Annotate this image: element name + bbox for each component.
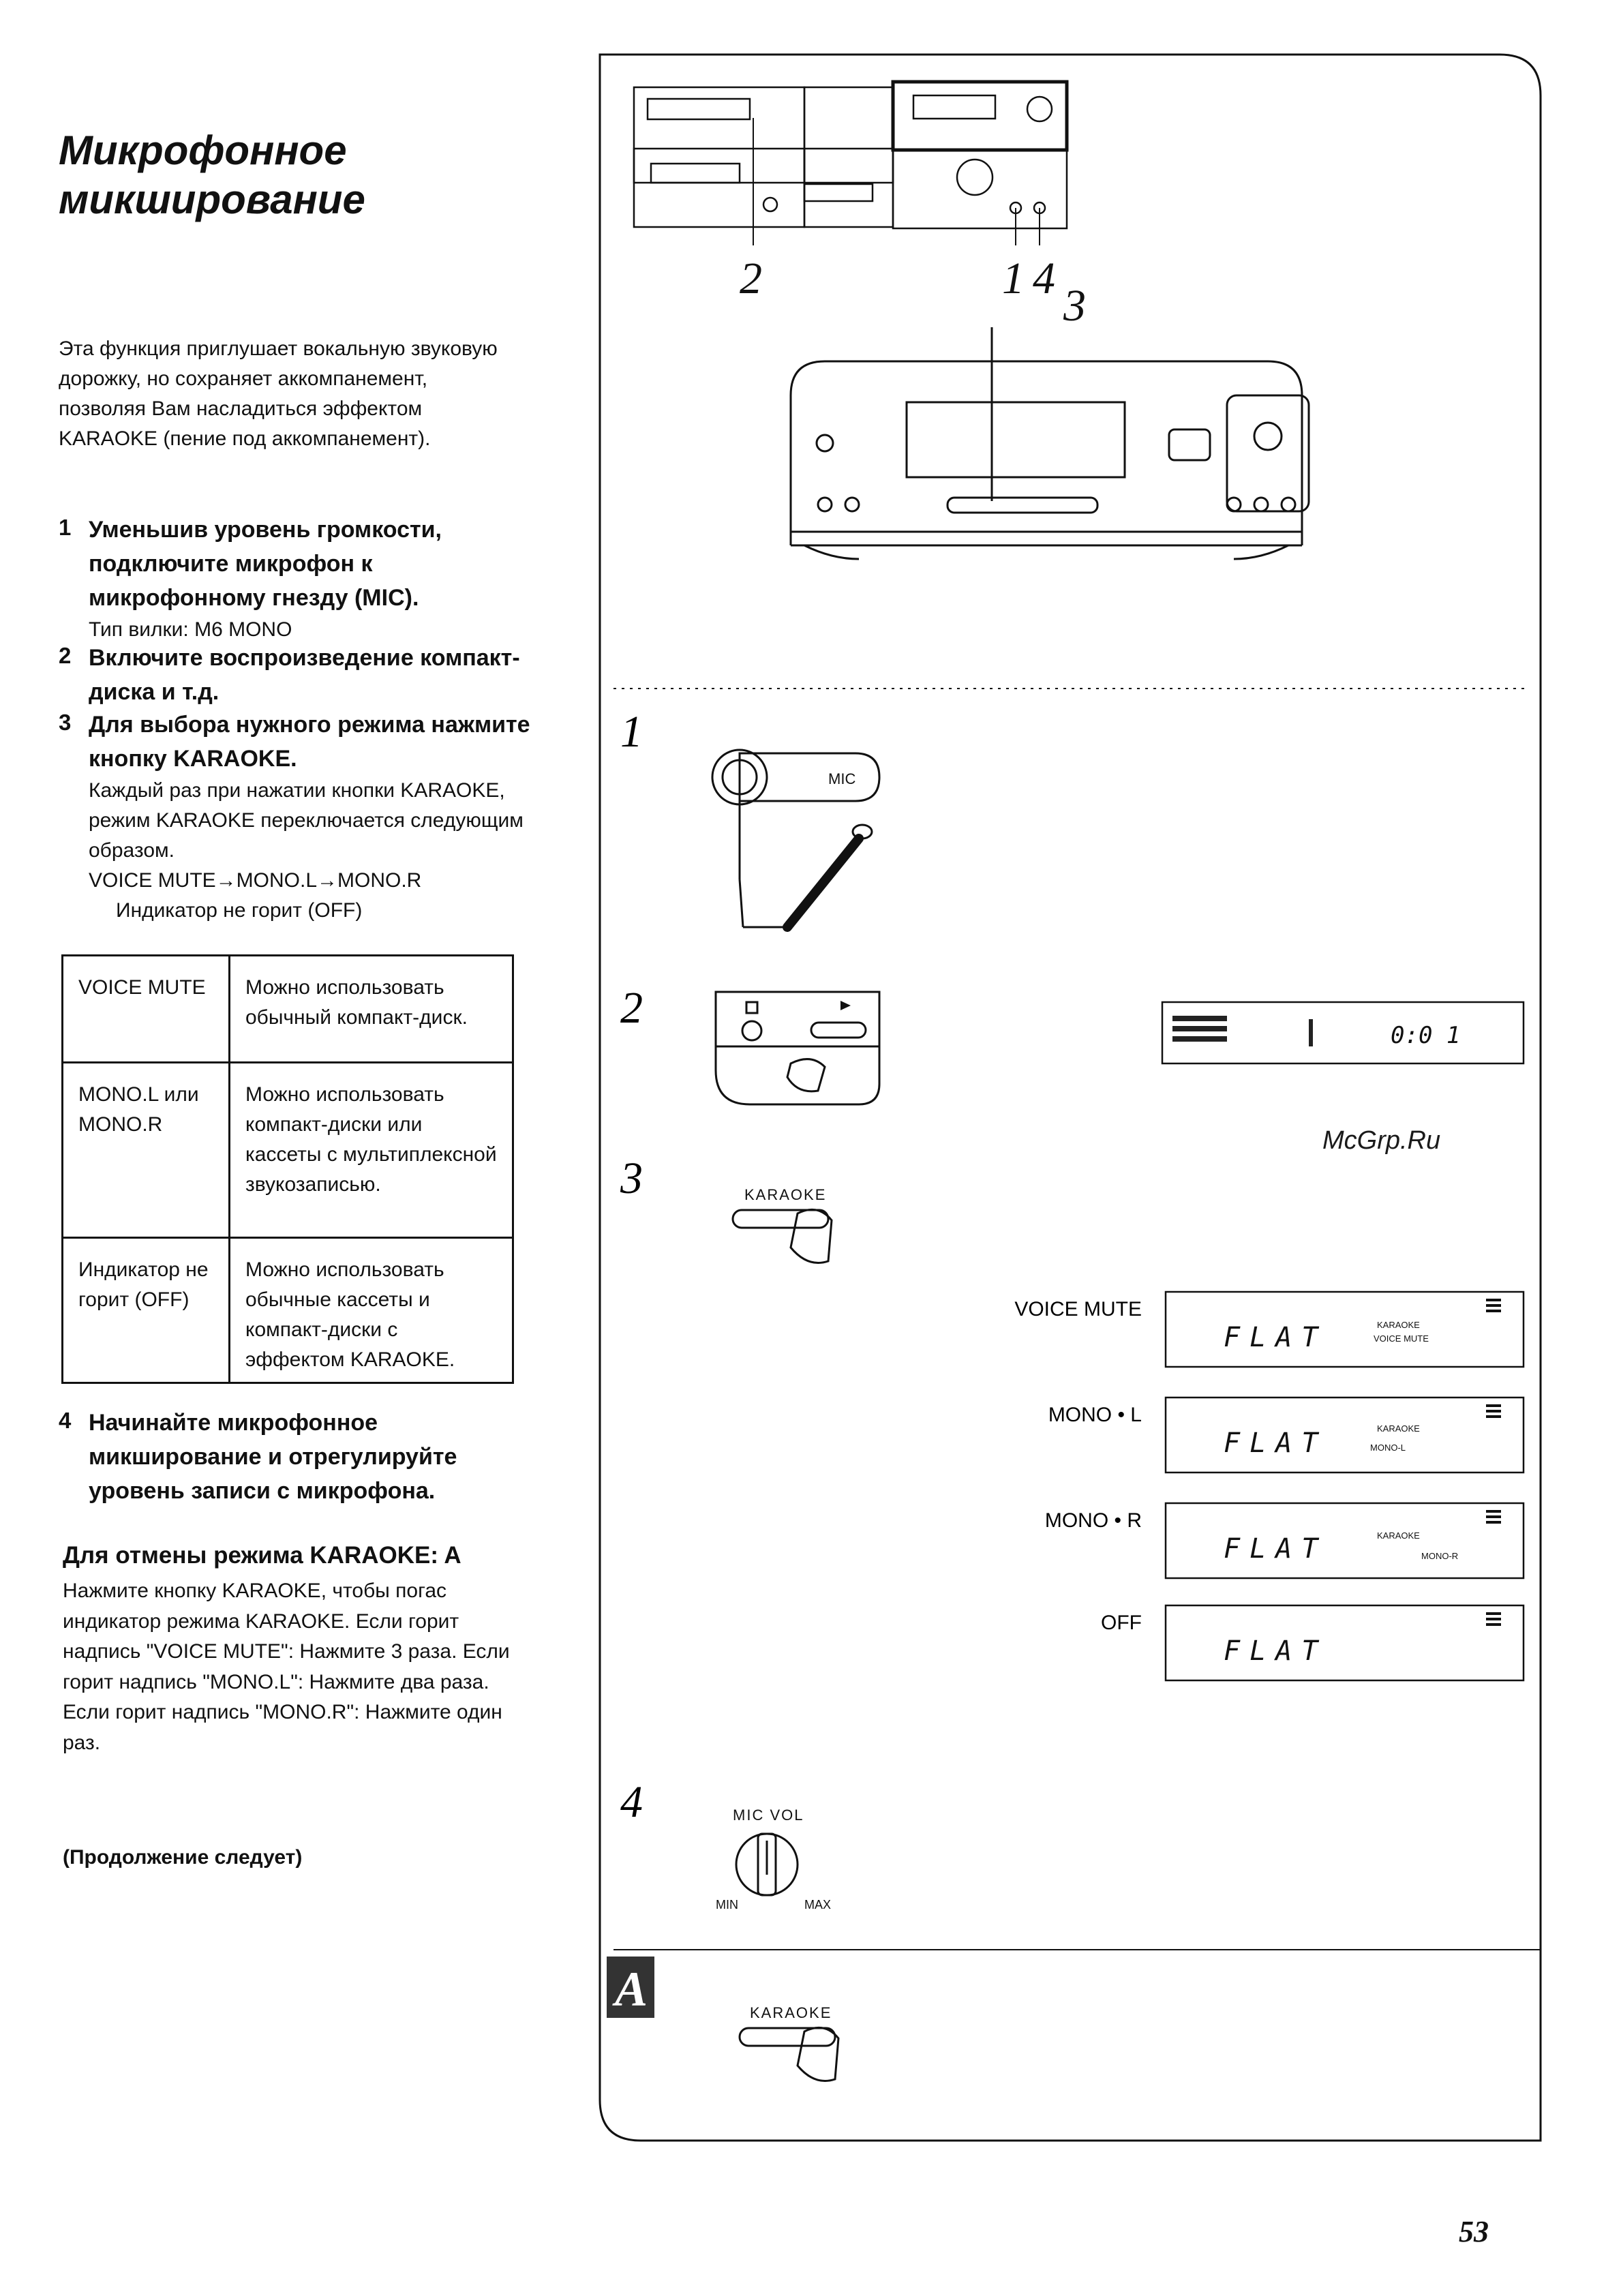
continued-note: (Продолжение следует) <box>63 1846 303 1869</box>
playback-display <box>1162 1002 1524 1063</box>
karaoke-button-label: KARAOKE <box>744 1186 827 1203</box>
step-number: 3 <box>59 710 72 735</box>
mode-display <box>1166 1398 1524 1472</box>
step-1 <box>59 513 536 645</box>
mode-sequence-off: Индикатор не горит (OFF) <box>116 899 363 922</box>
mode-display <box>1166 1503 1524 1578</box>
title-line-1: Микрофонное <box>59 127 347 173</box>
page-title <box>59 126 365 224</box>
eq-readout: FLAT <box>1224 1533 1328 1565</box>
mic-vol-label: MIC VOL <box>733 1807 804 1824</box>
panel-frame <box>600 55 1541 2141</box>
step-2 <box>59 641 536 709</box>
illustration-panel <box>586 41 1554 2168</box>
mode-display <box>1166 1292 1524 1367</box>
min-label: MIN <box>716 1898 738 1912</box>
indicator-head: KARAOKE <box>1377 1423 1420 1434</box>
stereo-system-icon <box>634 82 1067 245</box>
mic-jack-label: MIC <box>828 770 856 787</box>
step-number: 4 <box>59 1408 72 1433</box>
step-number: 2 <box>59 643 72 668</box>
karaoke-button-icon-a <box>740 2027 838 2081</box>
description-cell: Можно использовать обычные кассеты и компакт-диски с эффектом KARAOKE. <box>230 1238 513 1383</box>
mode-cell: MONO.L или MONO.R <box>63 1063 230 1238</box>
callout-4: 4 <box>1033 254 1055 303</box>
play-panel-icon <box>716 992 879 1104</box>
mode-row-mono-l <box>1048 1398 1524 1472</box>
step-note: Каждый раз при нажатии кнопки KARAOKE, режим KARAOKE переключается следующим образом. <box>89 779 524 862</box>
title-line-2: микширование <box>59 177 365 222</box>
mode-cell: VOICE MUTE <box>63 956 230 1063</box>
step-label-1: 1 <box>620 707 643 757</box>
indicator-head: KARAOKE <box>1377 1530 1420 1541</box>
step-4 <box>59 1406 536 1508</box>
eq-readout: FLAT <box>1224 1322 1328 1353</box>
display-counter: 0:0 1 <box>1391 1022 1461 1049</box>
step-instruction: Уменьшив уровень громкости, подключите микрофон к микрофонному гнезду (MIC). <box>89 517 442 611</box>
step-instruction: Включите воспроизведение компакт-диска и т.д. <box>89 645 520 705</box>
table-row <box>63 1063 513 1238</box>
mode-row-mono-r <box>1045 1503 1524 1578</box>
step-instruction: Для выбора нужного режима нажмите кнопку KARAOKE. <box>89 712 530 772</box>
step-note: Тип вилки: M6 MONO <box>89 618 292 641</box>
callout-1: 1 <box>1002 254 1025 303</box>
mode-indicator: MONO-L <box>1370 1442 1406 1453</box>
mic-volume-knob-icon <box>736 1834 798 1895</box>
cancel-heading: Для отмены режима KARAOKE: A <box>63 1542 461 1569</box>
mode-label: MONO • R <box>1044 1509 1142 1532</box>
level-meter-icon <box>1486 1299 1501 1626</box>
step-3 <box>59 708 536 926</box>
callout-2: 2 <box>740 254 762 303</box>
mode-label: VOICE MUTE <box>1014 1298 1142 1320</box>
mode-indicator: MONO-R <box>1421 1551 1459 1561</box>
page-number: 53 <box>1459 2215 1489 2248</box>
cancel-body: Нажмите кнопку KARAOKE, чтобы погас индикатор режима KARAOKE. Если горит надпись "VOICE MUTE": Нажмите 3 раза. Если горит надпись "MONO.L": Нажмите два раза. Если горит надпись "MONO.R": Нажмите один раз. <box>63 1580 510 1754</box>
step-label-3: 3 <box>620 1153 643 1203</box>
callout-3: 3 <box>1063 281 1086 331</box>
main-unit-front <box>791 327 1309 559</box>
step-number: 1 <box>59 515 72 540</box>
karaoke-button-label-a: KARAOKE <box>750 2004 832 2021</box>
mode-cell: Индикатор не горит (OFF) <box>63 1238 230 1383</box>
eq-readout: FLAT <box>1224 1635 1328 1667</box>
watermark: McGrp.Ru <box>1322 1126 1441 1155</box>
table-row <box>63 1238 513 1383</box>
mode-row-off <box>1101 1605 1524 1680</box>
display-segments-icon <box>1172 1016 1313 1046</box>
section-a-label: A <box>615 1962 648 2016</box>
karaoke-modes-table <box>61 954 514 1384</box>
eq-readout: FLAT <box>1224 1428 1328 1459</box>
mode-display <box>1166 1605 1524 1680</box>
mode-label: OFF <box>1101 1612 1142 1634</box>
intro-text: Эта функция приглушает вокальную звуковую дорожку, но сохраняет аккомпанемент, позволяя Вам насладиться эффектом KARAOKE (пение под аккомпанемент). <box>59 337 498 450</box>
description-cell: Можно использовать обычный компакт-диск. <box>230 956 513 1063</box>
step-label-2: 2 <box>620 983 643 1033</box>
play-icon <box>840 1001 851 1010</box>
step-instruction: Начинайте микрофонное микширование и отрегулируйте уровень записи с микрофона. <box>89 1410 457 1504</box>
description-cell: Можно использовать компакт-диски или кассеты с мультиплексной звукозаписью. <box>230 1063 513 1238</box>
mode-indicator: VOICE MUTE <box>1374 1333 1429 1344</box>
max-label: MAX <box>804 1898 832 1912</box>
mode-label: MONO • L <box>1048 1404 1142 1426</box>
table-row <box>63 956 513 1063</box>
indicator-head: KARAOKE <box>1377 1320 1420 1330</box>
step-label-4: 4 <box>620 1777 643 1827</box>
mode-row-voice-mute <box>1014 1292 1524 1367</box>
mode-sequence: VOICE MUTE→MONO.L→MONO.R <box>89 869 422 892</box>
karaoke-button-icon <box>733 1209 832 1263</box>
